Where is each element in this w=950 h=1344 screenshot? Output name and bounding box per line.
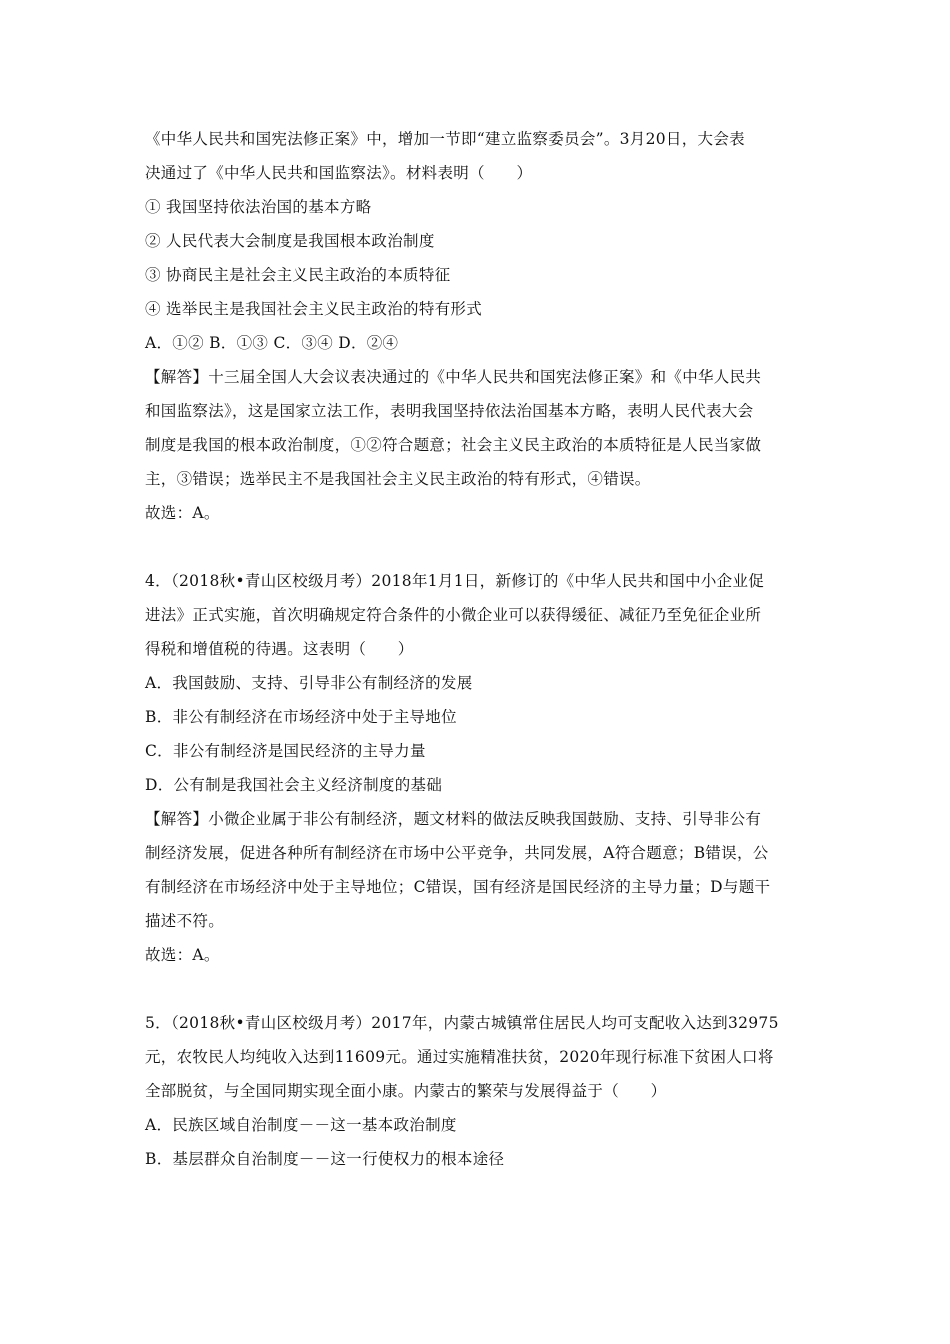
answer-choice: 故选：A。 xyxy=(145,504,220,522)
question-spacer xyxy=(145,972,810,1006)
statement-item: ① 我国坚持依法治国的基本方略 xyxy=(145,198,372,216)
question-stem-line: 4．（2018秋•青山区校级月考）2018年1月1日，新修订的《中华人民共和国中小企业促 xyxy=(145,572,765,590)
analysis-line: 制经济发展，促进各种所有制经济在市场中公平竞争，共同发展，A符合题意；B错误，公 xyxy=(145,844,769,862)
analysis-line: 有制经济在市场经济中处于主导地位；C错误，国有经济是国民经济的主导力量；D与题干 xyxy=(145,878,771,896)
answer-options: A．①② B．①③ C．③④ D．②④ xyxy=(145,334,399,352)
question-stem-line: 得税和增值税的待遇。这表明（ ） xyxy=(145,640,414,658)
analysis-line: 描述不符。 xyxy=(145,912,225,930)
answer-choice: 故选：A。 xyxy=(145,946,220,964)
statement-item: ④ 选举民主是我国社会主义民主政治的特有形式 xyxy=(145,300,483,318)
option-d: D．公有制是我国社会主义经济制度的基础 xyxy=(145,776,443,794)
question-stem-line: 元，农牧民人均纯收入达到11609元。通过实施精准扶贫，2020年现行标准下贫困人口将 xyxy=(145,1048,774,1066)
document-body xyxy=(145,122,810,1176)
option-a: A．民族区域自治制度－－这一基本政治制度 xyxy=(145,1116,457,1134)
question-5 xyxy=(145,1006,810,1176)
statement-item: ③ 协商民主是社会主义民主政治的本质特征 xyxy=(145,266,451,284)
question-stem-line: 5．（2018秋•青山区校级月考）2017年，内蒙古城镇常住居民人均可支配收入达到32975 xyxy=(145,1014,779,1032)
option-a: A．我国鼓励、支持、引导非公有制经济的发展 xyxy=(145,674,473,692)
analysis-line: 制度是我国的根本政治制度，①②符合题意；社会主义民主政治的本质特征是人民当家做 xyxy=(145,436,762,454)
analysis-line: 【解答】小微企业属于非公有制经济，题文材料的做法反映我国鼓励、支持、引导非公有 xyxy=(145,810,762,828)
statement-item: ② 人民代表大会制度是我国根本政治制度 xyxy=(145,232,435,250)
analysis-line: 主，③错误；选举民主不是我国社会主义民主政治的特有形式，④错误。 xyxy=(145,470,651,488)
question-stem-line: 决通过了《中华人民共和国监察法》。材料表明（ ） xyxy=(145,164,533,182)
question-stem-line: 进法》正式实施，首次明确规定符合条件的小微企业可以获得缓征、减征乃至免征企业所 xyxy=(145,606,762,624)
question-4 xyxy=(145,564,810,972)
question-spacer xyxy=(145,530,810,564)
question-stem-line: 全部脱贫，与全国同期实现全面小康。内蒙古的繁荣与发展得益于（ ） xyxy=(145,1082,667,1100)
analysis-line: 和国监察法》，这是国家立法工作，表明我国坚持依法治国基本方略，表明人民代表大会 xyxy=(145,402,754,420)
option-c: C．非公有制经济是国民经济的主导力量 xyxy=(145,742,426,760)
question-3 xyxy=(145,122,810,530)
question-stem-line: 《中华人民共和国宪法修正案》中，增加一节即“建立监察委员会”。3月20日，大会表 xyxy=(145,130,745,148)
option-b: B．基层群众自治制度－－这一行使权力的根本途径 xyxy=(145,1150,505,1168)
analysis-line: 【解答】十三届全国人大会议表决通过的《中华人民共和国宪法修正案》和《中华人民共 xyxy=(145,368,762,386)
option-b: B．非公有制经济在市场经济中处于主导地位 xyxy=(145,708,457,726)
